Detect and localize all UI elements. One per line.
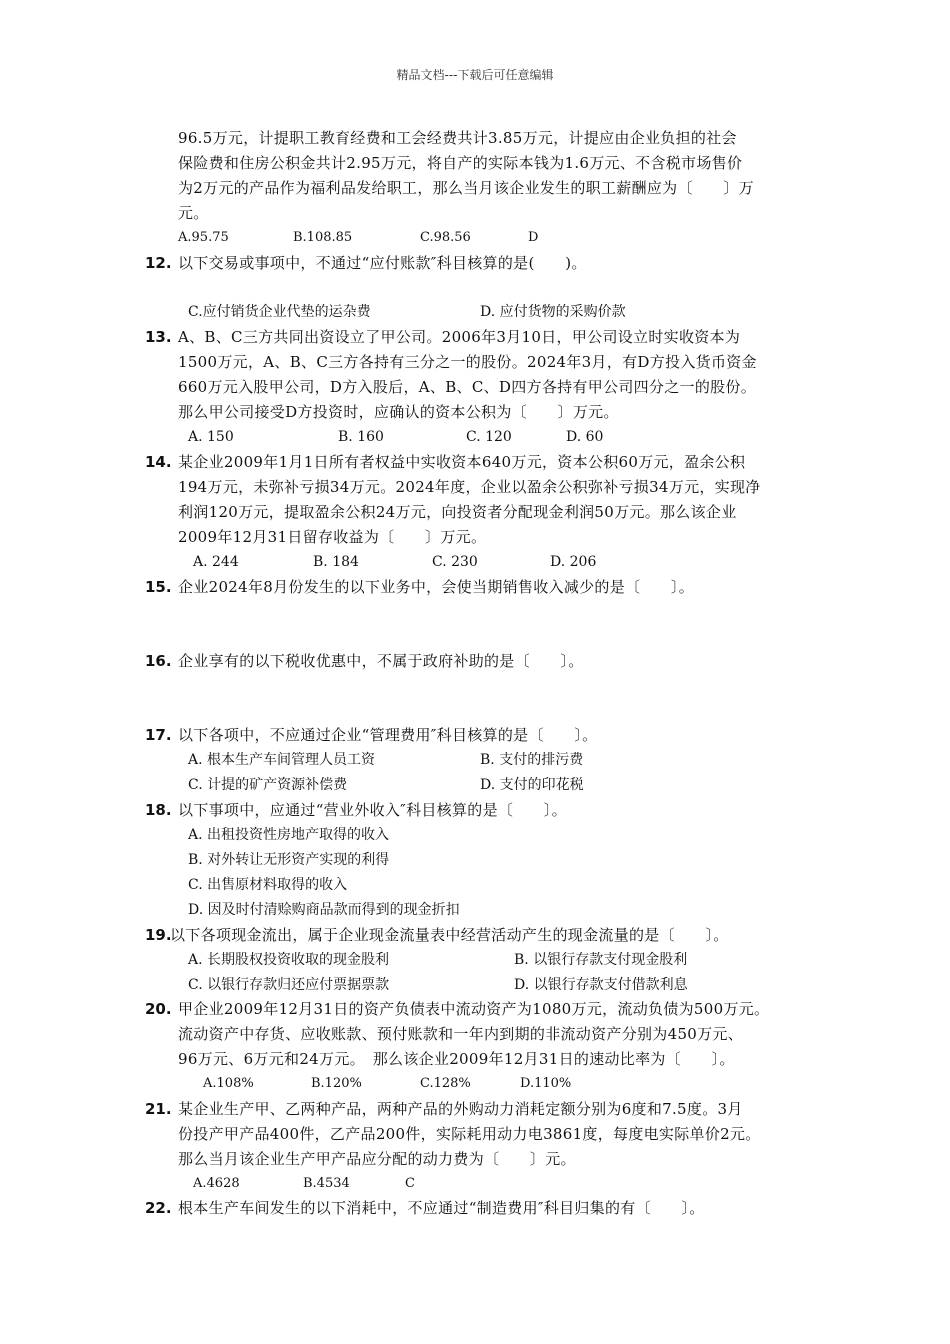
q20-line-1: 甲企业2009年12月31日的资产负债表中流动资产为1080万元，流动负债为500万元。: [178, 1000, 770, 1018]
q15-text: 企业2024年8月份发生的以下业务中，会使当期销售收入减少的是〔 〕。: [178, 578, 695, 596]
q12-option-c: C.应付销货企业代垫的运杂费: [188, 304, 371, 320]
q18-option-a: A. 出租投资性房地产取得的收入: [188, 827, 390, 843]
q17-text: 以下各项中，不应通过企业“管理费用″科目核算的是〔 〕。: [178, 726, 598, 744]
q17-option-d: D. 支付的印花税: [480, 777, 584, 793]
q14-option-a: A. 244: [193, 554, 239, 570]
q13-line-1: A、B、C三方共同出资设立了甲公司。2006年3月10日，甲公司设立时实收资本为: [178, 328, 741, 346]
q17-option-b: B. 支付的排污费: [480, 752, 584, 768]
q11-option-a: A.95.75: [178, 230, 229, 245]
q21-line-3: 那么当月该企业生产甲产品应分配的动力费为〔 〕元。: [178, 1150, 576, 1168]
q18-text: 以下事项中，应通过“营业外收入″科目核算的是〔 〕。: [178, 801, 567, 819]
q21-line-1: 某企业生产甲、乙两种产品，两种产品的外购动力消耗定额分别为6度和7.5度。3月: [178, 1100, 743, 1118]
q20-option-b: B.120%: [311, 1076, 362, 1091]
q15-number: 15.: [145, 578, 172, 596]
q12-option-d: D. 应付货物的采购价款: [480, 304, 626, 320]
q19-text: 以下各项现金流出，属于企业现金流量表中经营活动产生的现金流量的是〔 〕。: [170, 926, 729, 944]
q14-line-4: 2009年12月31日留存收益为〔 〕万元。: [178, 528, 487, 546]
q21-number: 21.: [145, 1100, 172, 1118]
q20-line-2: 流动资产中存货、应收账款、预付账款和一年内到期的非流动资产分别为450万元、: [178, 1025, 744, 1043]
q13-line-3: 660万元入股甲公司，D方入股后，A、B、C、D四方各持有甲公司四分之一的股份。: [178, 378, 757, 396]
q11-line-1: 96.5万元，计提职工教育经费和工会经费共计3.85万元，计提应由企业负担的社会: [178, 129, 737, 147]
q17-option-c: C. 计提的矿产资源补偿费: [188, 777, 348, 793]
q18-option-c: C. 出售原材料取得的收入: [188, 877, 348, 893]
q20-option-a: A.108%: [203, 1076, 254, 1091]
q19-number: 19.: [145, 926, 172, 944]
q21-line-2: 份投产甲产品400件，乙产品200件，实际耗用动力电3861度，每度电实际单价2元。: [178, 1125, 761, 1143]
q20-line-3: 96万元、6万元和24万元。 那么该企业2009年12月31日的速动比率为〔 〕。: [178, 1050, 735, 1068]
q16-text: 企业享有的以下税收优惠中，不属于政府补助的是〔 〕。: [178, 652, 584, 670]
q14-line-3: 利润120万元，提取盈余公积24万元，向投资者分配现金利润50万元。那么该企业: [178, 503, 737, 521]
q12-number: 12.: [145, 254, 172, 272]
q13-number: 13.: [145, 328, 172, 346]
q13-line-4: 那么甲公司接受D方投资时，应确认的资本公积为〔 〕万元。: [178, 403, 619, 421]
q14-option-d: D. 206: [550, 554, 597, 570]
q12-text: 以下交易或事项中，不通过“应付账款″科目核算的是( )。: [178, 254, 587, 272]
q13-line-2: 1500万元，A、B、C三方各持有三分之一的股份。2024年3月，有D方投入货币资金: [178, 353, 757, 371]
q19-option-d: D. 以银行存款支付借款利息: [514, 977, 688, 993]
q11-line-3: 为2万元的产品作为福利品发给职工，那么当月该企业发生的职工薪酬应为〔 〕万: [178, 179, 754, 197]
q18-option-d: D. 因及时付清赊购商品款而得到的现金折扣: [188, 902, 460, 918]
q18-option-b: B. 对外转让无形资产实现的利得: [188, 852, 390, 868]
q11-line-4: 元。: [178, 204, 209, 222]
q11-line-2: 保险费和住房公积金共计2.95万元，将自产的实际本钱为1.6万元、不含税市场售价: [178, 154, 743, 172]
q11-option-d: D: [528, 230, 539, 245]
q14-line-1: 某企业2009年1月1日所有者权益中实收资本640万元，资本公积60万元，盈余公积: [178, 453, 746, 471]
q17-option-a: A. 根本生产车间管理人员工资: [188, 752, 376, 768]
q18-number: 18.: [145, 801, 172, 819]
q21-option-a: A.4628: [193, 1176, 240, 1191]
q22-number: 22.: [145, 1199, 172, 1217]
q20-option-c: C.128%: [420, 1076, 471, 1091]
q16-number: 16.: [145, 652, 172, 670]
q20-number: 20.: [145, 1000, 172, 1018]
q11-option-b: B.108.85: [293, 230, 353, 245]
q14-option-b: B. 184: [313, 554, 359, 570]
q20-option-d: D.110%: [520, 1076, 572, 1091]
q19-option-b: B. 以银行存款支付现金股利: [514, 952, 688, 968]
q22-text: 根本生产车间发生的以下消耗中，不应通过“制造费用″科目归集的有〔 〕。: [178, 1199, 705, 1217]
q11-option-c: C.98.56: [420, 230, 471, 245]
q13-option-d: D. 60: [566, 429, 604, 445]
q13-option-a: A. 150: [188, 429, 234, 445]
q14-number: 14.: [145, 453, 172, 471]
q17-number: 17.: [145, 726, 172, 744]
q21-option-b: B.4534: [303, 1176, 350, 1191]
page-header: 精品文档---下载后可任意编辑: [396, 68, 554, 82]
q13-option-b: B. 160: [338, 429, 384, 445]
q13-option-c: C. 120: [466, 429, 512, 445]
q19-option-a: A. 长期股权投资收取的现金股利: [188, 952, 390, 968]
q19-option-c: C. 以银行存款归还应付票据票款: [188, 977, 390, 993]
q14-line-2: 194万元，未弥补亏损34万元。2024年度，企业以盈余公积弥补亏损34万元，实现净: [178, 478, 761, 496]
q14-option-c: C. 230: [432, 554, 478, 570]
q21-option-c: C: [405, 1176, 415, 1191]
